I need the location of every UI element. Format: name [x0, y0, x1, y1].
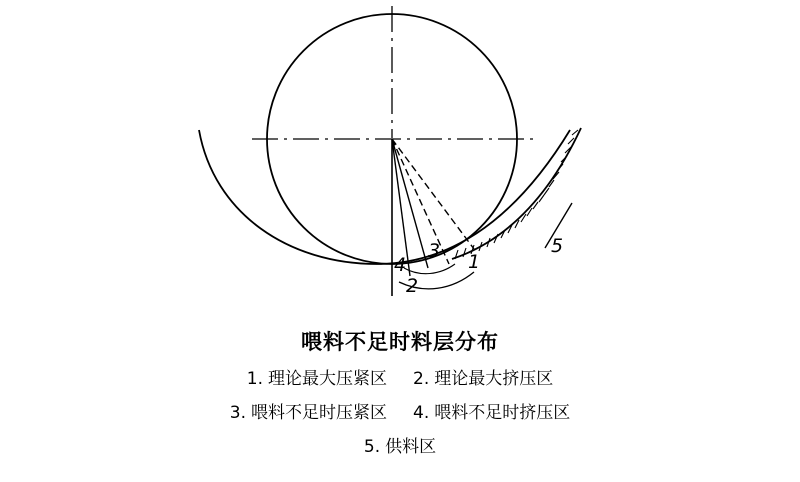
diagram-label-4: 4 — [394, 254, 407, 276]
legend-label: 理论最大挤压区 — [434, 369, 554, 389]
angle-arc-inner — [404, 264, 455, 274]
legend-label: 喂料不足时挤压区 — [434, 403, 571, 423]
legend-item-4 — [413, 398, 570, 423]
legend-number: 1. — [246, 369, 263, 389]
legend-number: 3. — [229, 403, 246, 423]
legend-label: 理论最大压紧区 — [268, 369, 387, 389]
legend-item-3 — [230, 398, 387, 423]
legend-item-5 — [364, 432, 436, 457]
legend-label: 供料区 — [385, 437, 437, 457]
figure-legend — [0, 364, 800, 466]
legend-number: 5. — [363, 437, 381, 457]
legend-row — [0, 432, 800, 457]
diagram-label-5: 5 — [551, 235, 564, 257]
legend-item-2 — [413, 364, 553, 389]
legend-item-1 — [247, 364, 387, 389]
legend-number: 4. — [413, 403, 430, 423]
legend-label: 喂料不足时压紧区 — [251, 403, 387, 423]
figure-caption: 喂料不足时料层分布 — [301, 330, 499, 354]
zone-line-3 — [392, 139, 428, 268]
legend-row — [0, 398, 800, 423]
diagram-label-3: 3 — [428, 240, 441, 262]
diagram-label-2: 2 — [406, 275, 419, 297]
legend-number: 2. — [413, 369, 430, 389]
diagram-label-1: 1 — [468, 251, 481, 273]
legend-row — [0, 364, 800, 389]
plate-inner-arc — [199, 130, 570, 264]
